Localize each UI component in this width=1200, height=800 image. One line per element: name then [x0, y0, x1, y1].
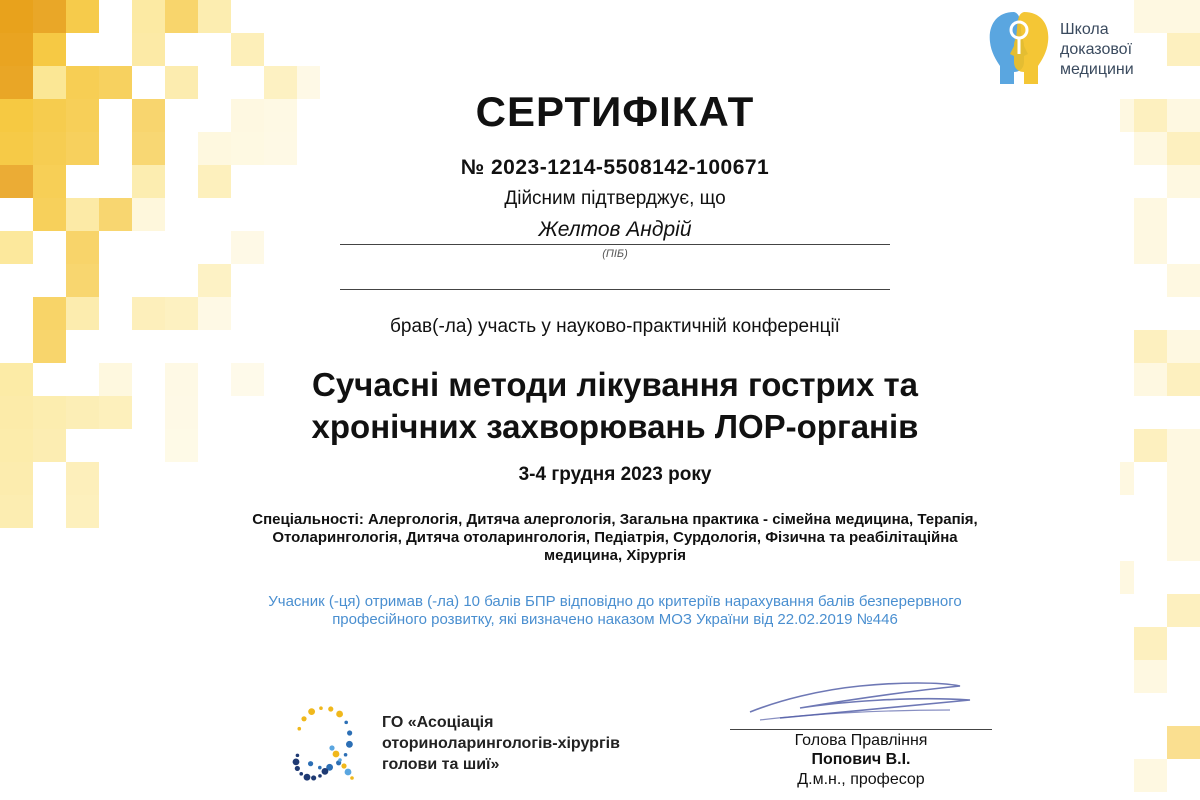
mosaic-tile	[1167, 363, 1200, 396]
logo-dot	[318, 774, 322, 778]
mosaic-tile	[1134, 99, 1167, 132]
mosaic-tile	[33, 198, 66, 231]
mosaic-tile	[66, 297, 99, 330]
specialties	[160, 511, 1070, 565]
logo-dot	[336, 711, 343, 718]
conference-title-line-2: хронічних захворювань ЛОР-органів	[311, 408, 919, 445]
mosaic-tile	[33, 330, 66, 363]
mosaic-tile	[231, 33, 264, 66]
mosaic-tile	[66, 495, 99, 528]
mosaic-tile	[1134, 627, 1167, 660]
conference-dates: 3-4 грудня 2023 року	[518, 464, 712, 485]
bpr-points-text	[160, 593, 1070, 629]
mosaic-tile	[1167, 132, 1200, 165]
decorative-mosaic-right	[1120, 0, 1200, 800]
confirms-text: Дійсним підтверджує, що	[504, 188, 726, 209]
logo-dot	[328, 706, 333, 711]
bpr-line-2: професійного розвитку, які визначено наказом МОЗ України від 22.02.2019 №446	[332, 611, 898, 628]
mosaic-tile	[0, 0, 33, 33]
mosaic-tile	[132, 99, 165, 132]
mosaic-tile	[66, 66, 99, 99]
mosaic-tile	[33, 429, 66, 462]
logo-dot	[322, 768, 329, 775]
mosaic-tile	[66, 0, 99, 33]
recipient-name: Желтов Андрій	[538, 218, 692, 241]
mosaic-tile	[132, 33, 165, 66]
mosaic-tile	[1167, 165, 1200, 198]
signatory-degree: Д.м.н., професор	[797, 771, 925, 788]
mosaic-tile	[1167, 264, 1200, 297]
name-underline	[340, 244, 890, 245]
specialties-line-1: Спеціальності: Алергологія, Дитяча алергологія, Загальна практика - сімейна медицина, Терапія,	[252, 511, 978, 528]
association-line-2: оториноларингологів-хірургів	[382, 735, 620, 752]
mosaic-tile	[132, 132, 165, 165]
mosaic-tile	[66, 264, 99, 297]
certificate-number: № 2023-1214-5508142-100671	[460, 156, 770, 179]
school-logo-line-1: Школа	[1060, 21, 1109, 38]
mosaic-tile	[0, 132, 33, 165]
logo-dot	[344, 721, 348, 725]
mosaic-tile	[1167, 594, 1200, 627]
logo-dot	[341, 763, 346, 768]
mosaic-tile	[0, 495, 33, 528]
logo-dot	[293, 758, 300, 765]
conference-title	[200, 364, 1030, 448]
mosaic-tile	[1167, 330, 1200, 363]
mosaic-tile	[33, 396, 66, 429]
mosaic-tile	[33, 66, 66, 99]
mosaic-tile	[66, 198, 99, 231]
certificate-title: СЕРТИФІКАТ	[475, 88, 755, 135]
mosaic-tile	[33, 297, 66, 330]
conference-title-line-1: Сучасні методи лікування гострих та	[311, 366, 919, 403]
specialties-line-2: Отоларингологія, Дитяча отоларингологія, Педіатрія, Сурдологія, Фізична та реабілітаційна	[272, 529, 958, 546]
mosaic-tile	[0, 429, 33, 462]
mosaic-tile	[0, 231, 33, 264]
association-line-1: ГО «Асоціація	[382, 714, 494, 731]
mosaic-tile	[132, 297, 165, 330]
mosaic-tile	[33, 33, 66, 66]
specialties-line-3: медицина, Хірургія	[544, 547, 686, 564]
mosaic-tile	[33, 0, 66, 33]
mosaic-tile	[66, 99, 99, 132]
school-logo	[984, 8, 1184, 88]
signatory-name: Попович В.І.	[811, 751, 911, 768]
mosaic-tile	[1167, 99, 1200, 132]
logo-dot	[311, 775, 316, 780]
mosaic-tile	[0, 33, 33, 66]
mosaic-tile	[1134, 759, 1167, 792]
mosaic-tile	[1134, 330, 1167, 363]
mosaic-tile	[1134, 429, 1167, 462]
mosaic-tile	[66, 396, 99, 429]
logo-dot	[299, 772, 303, 776]
logo-dot	[333, 751, 340, 758]
mosaic-tile	[1167, 726, 1200, 759]
mosaic-tile	[1120, 462, 1134, 495]
logo-dot	[338, 758, 342, 762]
mosaic-tile	[1120, 561, 1134, 594]
school-logo-line-3: медицини	[1060, 61, 1134, 78]
logo-dot	[350, 776, 354, 780]
bpr-line-1: Учасник (-ця) отримав (-ла) 10 балів БПР відповідно до критеріїв нарахування балів безперервного	[268, 593, 962, 610]
mosaic-tile	[0, 363, 33, 396]
association-name	[382, 712, 712, 775]
mosaic-tile	[165, 396, 198, 429]
mosaic-tile	[1134, 231, 1167, 264]
logo-dot	[308, 761, 313, 766]
mosaic-tile	[1120, 99, 1134, 132]
mosaic-tile	[1167, 495, 1200, 528]
mosaic-tile	[99, 396, 132, 429]
signature-line	[730, 729, 992, 730]
mosaic-tile	[1134, 132, 1167, 165]
mosaic-tile	[165, 363, 198, 396]
mosaic-tile	[66, 132, 99, 165]
mosaic-tile	[132, 198, 165, 231]
logo-dot	[346, 741, 353, 748]
mosaic-tile	[1134, 660, 1167, 693]
logo-dot	[329, 745, 334, 750]
logo-dot	[319, 706, 323, 710]
dotted-ear-logo-icon	[282, 700, 362, 788]
mosaic-tile	[99, 363, 132, 396]
mosaic-tile	[165, 297, 198, 330]
logo-dot	[308, 708, 315, 715]
mosaic-tile	[165, 66, 198, 99]
logo-dot	[295, 766, 300, 771]
mosaic-tile	[198, 0, 231, 33]
mosaic-tile	[66, 231, 99, 264]
signatory-role: Голова Правління	[794, 732, 928, 749]
blank-underline	[340, 289, 890, 290]
mosaic-tile	[33, 99, 66, 132]
logo-dot	[301, 716, 306, 721]
mosaic-tile	[1167, 462, 1200, 495]
logo-dot	[345, 769, 352, 776]
logo-dot	[318, 766, 322, 770]
mosaic-tile	[1167, 429, 1200, 462]
mosaic-tile	[1134, 198, 1167, 231]
logo-dot	[297, 727, 301, 731]
mosaic-tile	[0, 165, 33, 198]
mosaic-tile	[1134, 363, 1167, 396]
mosaic-tile	[99, 66, 132, 99]
mosaic-tile	[165, 429, 198, 462]
mosaic-tile	[33, 132, 66, 165]
mosaic-tile	[99, 198, 132, 231]
name-caption: (ПІБ)	[602, 248, 628, 260]
mosaic-tile	[0, 66, 33, 99]
mosaic-tile	[231, 231, 264, 264]
mosaic-tile	[66, 462, 99, 495]
mosaic-tile	[198, 264, 231, 297]
logo-dot	[344, 753, 348, 757]
head-profile-logo-icon	[984, 8, 1054, 88]
mosaic-tile	[0, 99, 33, 132]
mosaic-tile	[33, 165, 66, 198]
association-line-3: голови та шиї»	[382, 756, 500, 773]
logo-dot	[347, 730, 352, 735]
handwritten-signature	[740, 660, 980, 730]
mosaic-tile	[165, 0, 198, 33]
mosaic-tile	[132, 0, 165, 33]
school-logo-line-2: доказової	[1060, 41, 1133, 58]
logo-dot	[296, 754, 300, 758]
mosaic-tile	[0, 396, 33, 429]
logo-dot	[304, 774, 311, 781]
participation-text: брав(-ла) участь у науково-практичній конференції	[390, 316, 840, 337]
mosaic-tile	[1167, 528, 1200, 561]
mosaic-tile	[0, 462, 33, 495]
mosaic-tile	[132, 165, 165, 198]
